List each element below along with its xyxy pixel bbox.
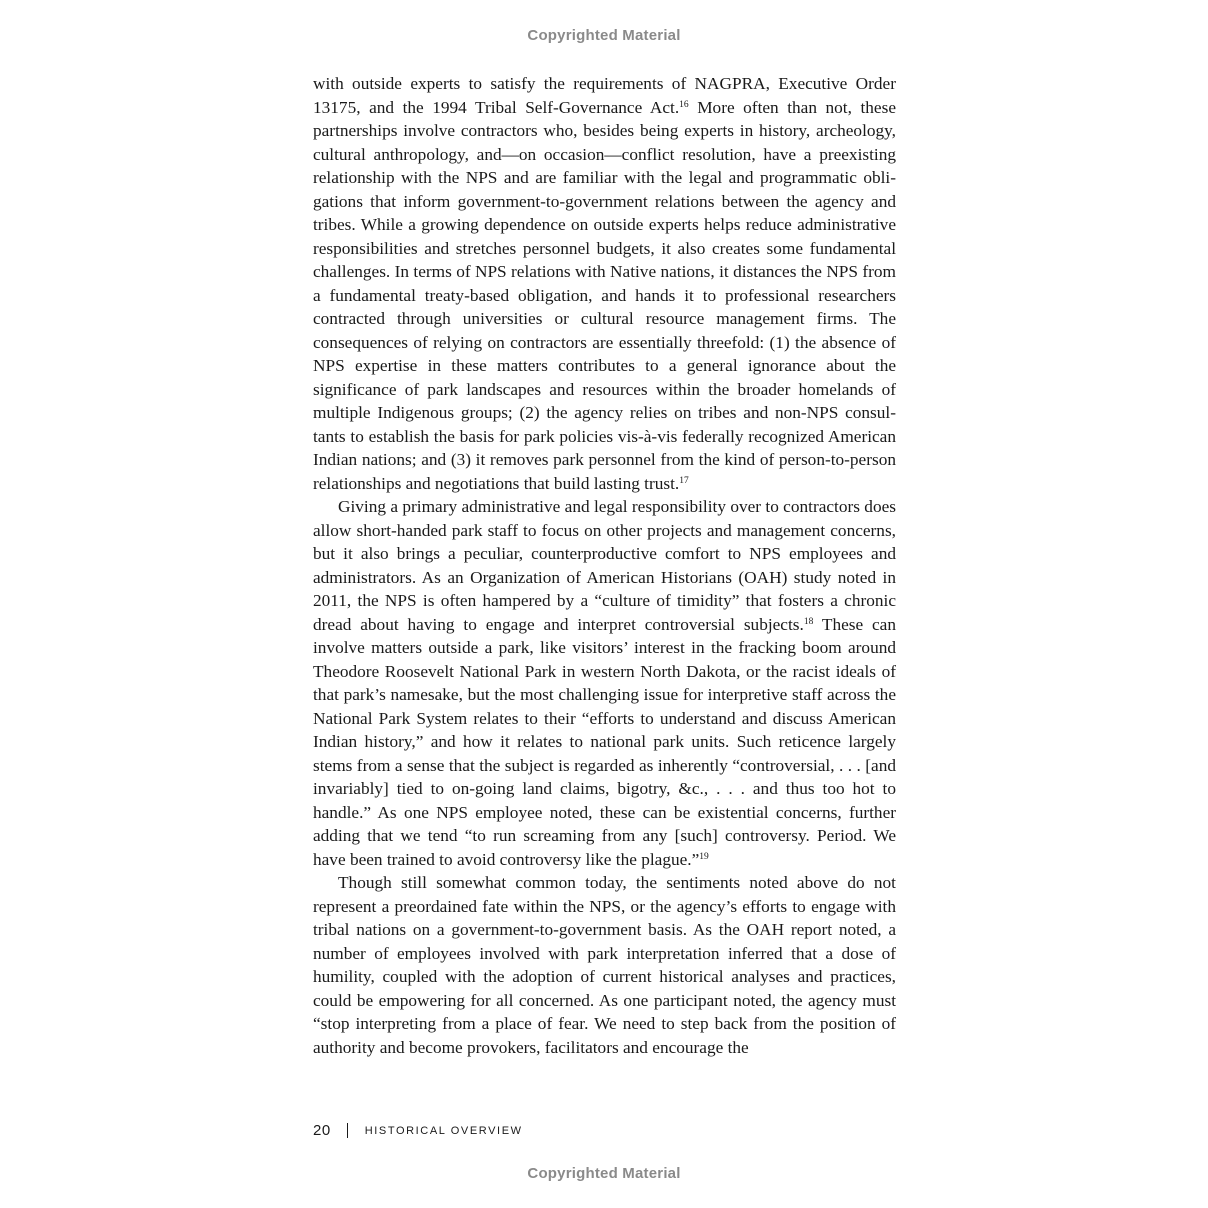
page-number: 20 [313, 1122, 331, 1139]
body-text [313, 72, 896, 1059]
footer-divider [347, 1123, 348, 1138]
copyright-watermark-top: Copyrighted Material [527, 27, 681, 44]
footnote-ref-17: 17 [679, 475, 689, 486]
running-head: HISTORICAL OVERVIEW [364, 1124, 523, 1137]
paragraph-2 [313, 495, 896, 871]
paragraph-1-text-b: More often than not, these partnerships involve contractors who, besides being experts in history, archeology, cultural anthropology, and—on occasion—conflict resolution, have a preexisting relationship with the NPS and are familiar with the legal and programmatic obligations that inform government-to-government relations between the agency and tribes. While a growing dependence on outside experts helps reduce administrative responsibilities and stretches personnel budgets, it also creates some fundamental challenges. In terms of NPS relations with Native nations, it distances the NPS from a fundamental treaty-based obligation, and hands it to professional researchers contracted through universities or cultural resource management firms. The consequences of relying on contractors are essentially threefold: (1) the absence of NPS expertise in these matters contributes to a general ignorance about the significance of park landscapes and resources within the broader homelands of multiple Indigenous groups; (2) the agency relies on tribes and non-NPS consultants to establish the basis for park policies vis-à-vis federally recognized American Indian nations; and (3) it removes park personnel from the kind of person-to-person relationships and negotiations that build lasting trust. [313, 97, 896, 493]
footnote-ref-19: 19 [699, 851, 709, 862]
copyright-watermark-bottom: Copyrighted Material [527, 1165, 681, 1182]
page-footer [313, 1122, 523, 1139]
paragraph-2-text-b: These can involve matters outside a park, like visitors’ interest in the fracking boom around Theodore Roosevelt National Park in western North Dakota, or the racist ideals of that park’s namesake, but the most challenging issue for interpretive staff across the National Park System relates to their “efforts to understand and discuss American Indian history,” and how it relates to national park units. Such reticence largely stems from a sense that the subject is regarded as inherently “controversial, . . . [and invariably] tied to on-going land claims, bigotry, &c., . . . and thus too hot to handle.” As one NPS employee noted, these can be existential concerns, further adding that we tend “to run screaming from any [such] controversy. Period. We have been trained to avoid controversy like the plague.” [313, 614, 896, 869]
paragraph-1 [313, 72, 896, 495]
footnote-ref-18: 18 [803, 616, 814, 627]
paragraph-3: Though still somewhat common today, the sentiments noted above do not represent a preordained fate within the NPS, or the agency’s efforts to engage with tribal nations on a government-to-government basis. As the OAH report noted, a number of employees involved with park interpretation inferred that a dose of humility, coupled with the adoption of current historical analyses and practices, could be empowering for all concerned. As one participant noted, the agency must “stop interpreting from a place of fear. We need to step back from the position of authority and become provokers, facilitators and encourage the [313, 873, 896, 1057]
footnote-ref-16: 16 [679, 99, 689, 110]
paragraph-1-text-a: with outside experts to satisfy the requirements of NAGPRA, Executive Order 13175, and the 1994 Tribal Self-Governance Act. [313, 74, 896, 117]
paragraph-2-text-a: Giving a primary administrative and legal responsibility over to contractors does allow short-handed park staff to focus on other projects and management concerns, but it also brings a peculiar, counterproductive comfort to NPS employees and administrators. As an Organization of American Historians (OAH) study noted in 2011, the NPS is often hampered by a “culture of timidity” that fosters a chronic dread about having to engage and interpret controversial subjects. [313, 497, 896, 634]
